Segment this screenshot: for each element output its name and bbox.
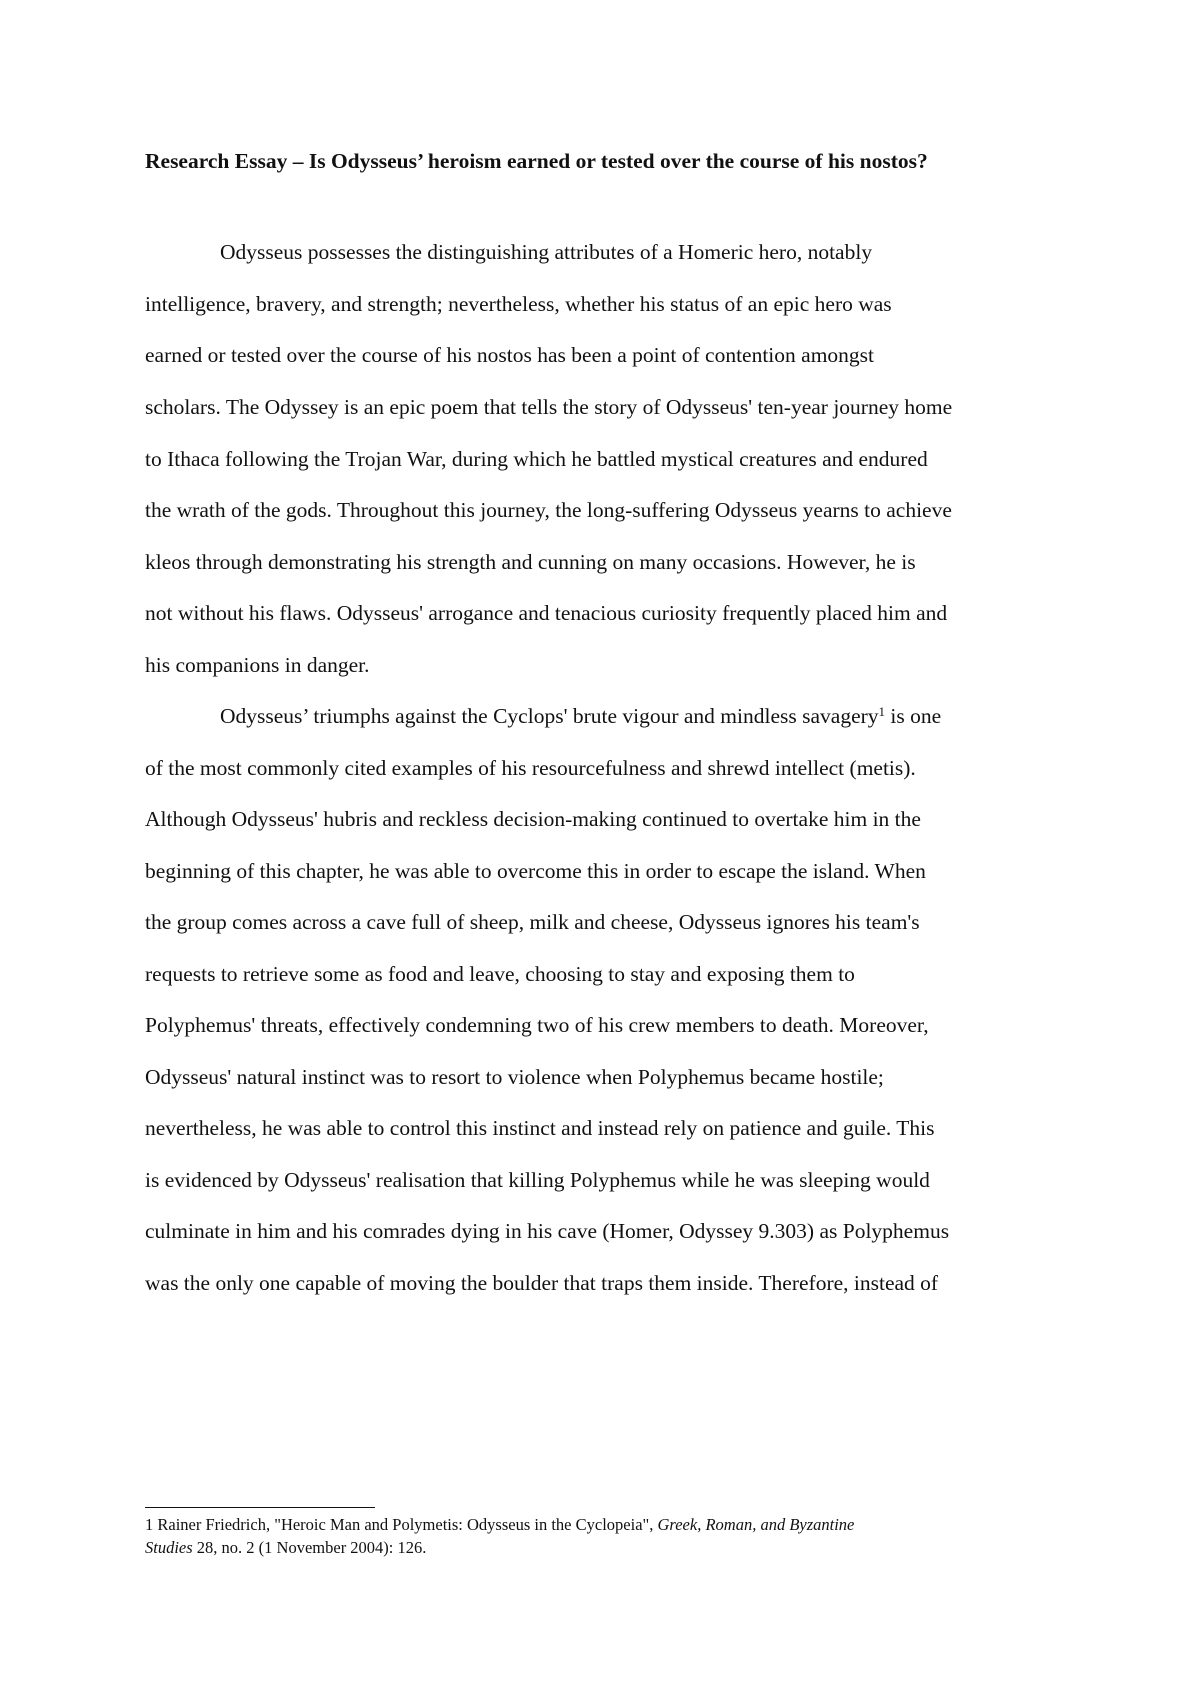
paragraph-2-line-1-text: Odysseus’ triumphs against the Cyclops' brute vigour and mindless savagery (220, 704, 879, 728)
paragraph-2-line-2: of the most commonly cited examples of his resourcefulness and shrewd intellect (metis). (145, 756, 916, 780)
essay-title: Research Essay – Is Odysseus’ heroism earned or tested over the course of his nostos? (145, 149, 928, 173)
paragraph-1-line-2: intelligence, bravery, and strength; nevertheless, whether his status of an epic hero was (145, 292, 892, 316)
paragraph-2-line-12: was the only one capable of moving the boulder that traps them inside. Therefore, instead of (145, 1271, 939, 1295)
paragraph-2-line-3: Although Odysseus' hubris and reckless decision-making continued to overtake him in the (145, 807, 921, 831)
paragraph-1-line-4: scholars. The Odyssey is an epic poem that tells the story of Odysseus' ten-year journey home (145, 395, 953, 419)
paragraph-2-line-1-tail: is one (885, 704, 942, 728)
paragraph-2-line-11: culminate in him and his comrades dying in his cave (Homer, Odyssey 9.303) as Polyphemus (145, 1219, 950, 1243)
footnote-italic-b: Studies (145, 1538, 193, 1557)
footnote-line-1 (145, 1513, 1085, 1536)
paragraph-2-line-8: Odysseus' natural instinct was to resort to violence when Polyphemus became hostile; (145, 1065, 884, 1089)
paragraph-1-line-3: earned or tested over the course of his nostos has been a point of contention amongst (145, 343, 875, 367)
paragraph-1-line-8: not without his flaws. Odysseus' arrogance and tenacious curiosity frequently placed him and (145, 601, 948, 625)
paragraph-2-line-7: Polyphemus' threats, effectively condemning two of his crew members to death. Moreover, (145, 1013, 929, 1037)
paragraph-2-line-5: the group comes across a cave full of sheep, milk and cheese, Odysseus ignores his team's (145, 910, 920, 934)
footnote-text-b: 28, no. 2 (1 November 2004): 126. (192, 1538, 427, 1557)
footnote-line-2 (145, 1536, 1085, 1559)
paragraph-1-line-9: his companions in danger. (145, 653, 370, 677)
footnote (145, 1513, 1085, 1559)
paragraph-1-line-1: Odysseus possesses the distinguishing attributes of a Homeric hero, notably (220, 240, 873, 264)
footnote-italic-a: Greek, Roman, and Byzantine (657, 1515, 855, 1534)
paragraph-2-line-4: beginning of this chapter, he was able to overcome this in order to escape the island. When (145, 859, 926, 883)
footnote-separator (145, 1507, 375, 1508)
paragraph-2-line-10: is evidenced by Odysseus' realisation that killing Polyphemus while he was sleeping would (145, 1168, 930, 1192)
paragraph-1-line-5: to Ithaca following the Trojan War, during which he battled mystical creatures and endured (145, 447, 928, 471)
paragraph-2-line-9: nevertheless, he was able to control this instinct and instead rely on patience and guile. This (145, 1116, 935, 1140)
paragraph-2-line-1 (220, 703, 941, 729)
footnote-reference-1: 1 (878, 704, 886, 719)
paragraph-2-line-6: requests to retrieve some as food and leave, choosing to stay and exposing them to (145, 962, 855, 986)
footnote-text-a: 1 Rainer Friedrich, "Heroic Man and Polymetis: Odysseus in the Cyclopeia", (145, 1515, 658, 1534)
paragraph-1-line-6: the wrath of the gods. Throughout this journey, the long-suffering Odysseus yearns to achieve (145, 498, 952, 522)
paragraph-1-line-7: kleos through demonstrating his strength and cunning on many occasions. However, he is (145, 550, 916, 574)
